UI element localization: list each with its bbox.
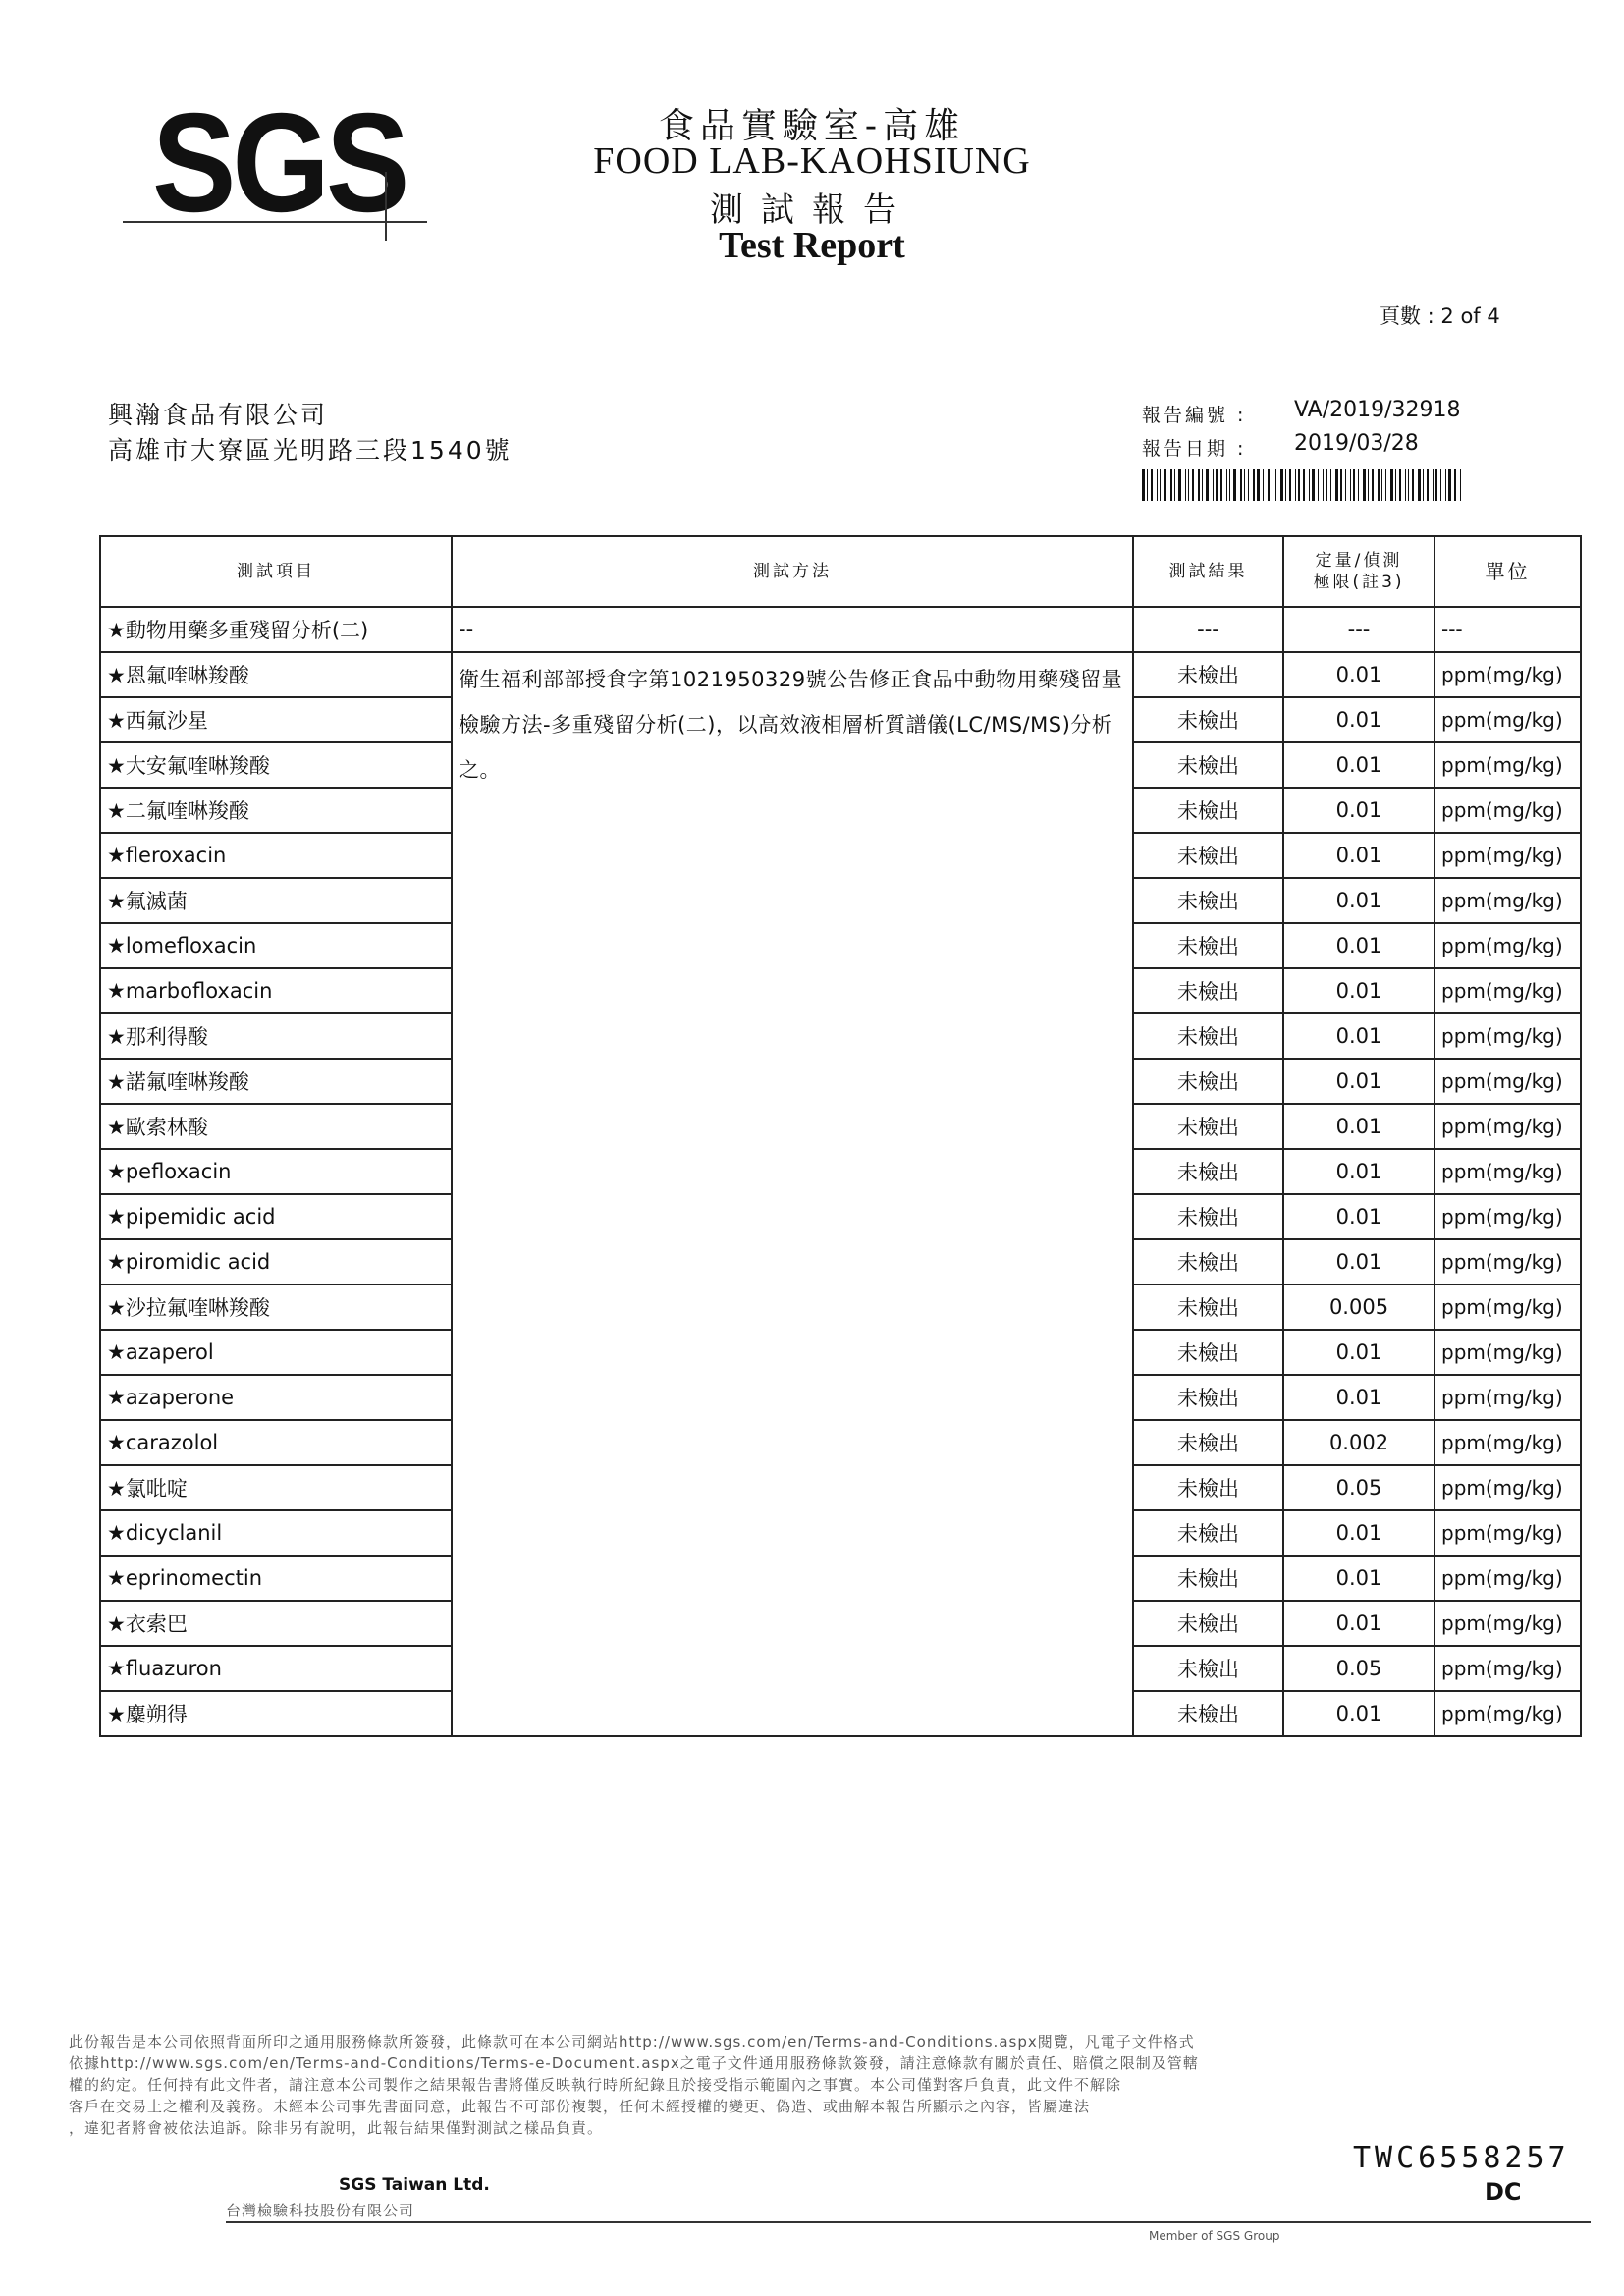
row-item: ★歐索林酸 [100,1104,452,1149]
barcode-bar [1335,469,1338,501]
row-result: 未檢出 [1133,1149,1283,1194]
row-result: 未檢出 [1133,1013,1283,1059]
barcode-bar [1309,469,1310,501]
row-limit: 0.01 [1283,1013,1435,1059]
row-limit: 0.01 [1283,1375,1435,1420]
barcode-bar [1198,469,1200,501]
row-item: ★fleroxacin [100,833,452,878]
barcode-bar [1174,469,1175,501]
barcode-bar [1427,469,1429,501]
row-limit: 0.01 [1283,1691,1435,1736]
row-unit: ppm(mg/kg) [1435,652,1581,697]
footer-rule [226,2221,1591,2223]
barcode-bar [1280,469,1283,501]
lab-title-en: FOOD LAB-KAOHSIUNG [593,140,1031,182]
barcode-bar [1188,469,1189,501]
terms-line-5: ，違犯者將會被依法追訴。除非另有說明，此報告結果僅對測試之樣品負責。 [69,2119,604,2137]
row-result: 未檢出 [1133,1420,1283,1465]
group-item: ★動物用藥多重殘留分析(二) [100,607,452,652]
row-unit: ppm(mg/kg) [1435,1149,1581,1194]
barcode-bar [1312,469,1315,501]
barcode-bar [1157,469,1158,501]
sgs-logo: SGS [152,84,406,243]
header-result: 測試結果 [1133,536,1283,607]
row-item: ★二氟喹啉羧酸 [100,788,452,833]
row-limit: 0.01 [1283,833,1435,878]
terms-line-3: 權的約定。任何持有此文件者，請注意本公司製作之結果報告書將僅反映執行時所紀錄且於接受指示範圍內之事實。本公司僅對客戶負責，此文件不解除 [69,2076,1122,2094]
barcode-bar [1216,469,1218,501]
row-item: ★西氟沙星 [100,697,452,742]
barcode-bar [1358,469,1359,501]
row-result: 未檢出 [1133,833,1283,878]
row-limit: 0.01 [1283,1104,1435,1149]
row-result: 未檢出 [1133,1465,1283,1510]
row-item: ★carazolol [100,1420,452,1465]
barcode-bar [1448,469,1451,501]
row-item: ★大安氟喹啉羧酸 [100,742,452,788]
group-unit: --- [1435,607,1581,652]
barcode-bar [1253,469,1255,501]
barcode-bar [1423,469,1424,501]
row-limit: 0.01 [1283,923,1435,968]
row-limit: 0.05 [1283,1465,1435,1510]
barcode-bar [1164,469,1166,501]
header-limit-line2: 極限(註3) [1313,573,1405,592]
barcode-bar [1298,469,1300,501]
barcode-bar [1229,469,1230,501]
barcode-bar [1160,469,1161,501]
row-unit: ppm(mg/kg) [1435,1104,1581,1149]
report-title-cn: 測試報告 [710,191,914,230]
row-limit: 0.01 [1283,1510,1435,1556]
row-unit: ppm(mg/kg) [1435,1465,1581,1510]
row-result: 未檢出 [1133,1510,1283,1556]
row-result: 未檢出 [1133,1601,1283,1646]
terms-line-4: 客戶在交易上之權利及義務。未經本公司事先書面同意，此報告不可部份複製，任何未經授權的變更、偽造、或曲解本報告所顯示之內容，皆屬違法 [69,2098,1091,2115]
row-limit: 0.002 [1283,1420,1435,1465]
row-result: 未檢出 [1133,968,1283,1013]
row-item: ★諾氟喹啉羧酸 [100,1059,452,1104]
barcode-bar [1147,469,1148,501]
row-unit: ppm(mg/kg) [1435,1556,1581,1601]
barcode-bar [1390,469,1393,501]
row-limit: 0.01 [1283,1149,1435,1194]
barcode-bar [1418,469,1421,501]
barcode-bar [1185,469,1186,501]
barcode-bar [1445,469,1446,501]
row-item: ★marbofloxacin [100,968,452,1013]
group-method: -- [452,607,1133,652]
row-item: ★恩氟喹啉羧酸 [100,652,452,697]
row-item: ★azaperone [100,1375,452,1420]
barcode-bar [1303,469,1305,501]
barcode-bar [1372,469,1374,501]
row-limit: 0.01 [1283,788,1435,833]
table-group-row [100,607,1581,652]
table-header-row [100,536,1581,607]
header-item: 測試項目 [100,536,452,607]
row-limit: 0.01 [1283,878,1435,923]
row-limit: 0.01 [1283,1194,1435,1239]
row-item: ★沙拉氟喹啉羧酸 [100,1285,452,1330]
barcode-bar [1248,469,1249,501]
barcode-bar [1323,469,1324,501]
row-unit: ppm(mg/kg) [1435,1059,1581,1104]
row-result: 未檢出 [1133,878,1283,923]
header-unit: 單位 [1435,536,1581,607]
row-item: ★eprinomectin [100,1556,452,1601]
row-result: 未檢出 [1133,1375,1283,1420]
row-item: ★pipemidic acid [100,1194,452,1239]
row-limit: 0.01 [1283,1601,1435,1646]
row-item: ★azaperol [100,1330,452,1375]
barcode-bar [1433,469,1434,501]
barcode-bar [1385,469,1386,501]
barcode-bar [1142,469,1145,501]
document-number: TWC6558257 [1353,2141,1570,2175]
terms-line-1: 此份報告是本公司依照背面所印之通用服務條款所簽發，此條款可在本公司網站http://www.sgs.com/en/Terms-and-Conditions.aspx閱覽，凡電子文件格式 [69,2033,1195,2050]
page-number: 頁數 : 2 of 4 [1380,304,1500,328]
barcode-bar [1151,469,1153,501]
terms-line-2: 依據http://www.sgs.com/en/Terms-and-Conditions/Terms-e-Document.aspx之電子文件通用服務條款簽發，請注意條款有關於責任、賠償之限制及管轄 [69,2054,1199,2072]
barcode-bar [1275,469,1276,501]
barcode-bar [1381,469,1382,501]
barcode-bar [1268,469,1270,501]
report-date-value: 2019/03/28 [1294,431,1419,456]
row-result: 未檢出 [1133,1285,1283,1330]
row-limit: 0.01 [1283,1059,1435,1104]
row-result: 未檢出 [1133,1104,1283,1149]
barcode-bar [1454,469,1456,501]
member-of-sgs: Member of SGS Group [1149,2229,1280,2243]
group-limit: --- [1283,607,1435,652]
results-table [99,535,1582,1737]
row-item: ★fluazuron [100,1646,452,1691]
row-limit: 0.005 [1283,1285,1435,1330]
barcode-bar [1353,469,1355,501]
row-limit: 0.01 [1283,1239,1435,1285]
row-result: 未檢出 [1133,1691,1283,1736]
barcode-bar [1378,469,1380,501]
row-item: ★pefloxacin [100,1149,452,1194]
barcode-bar [1233,469,1236,501]
barcode-bar [1460,469,1461,501]
row-item: ★氟滅菌 [100,878,452,923]
row-unit: ppm(mg/kg) [1435,697,1581,742]
row-unit: ppm(mg/kg) [1435,878,1581,923]
row-unit: ppm(mg/kg) [1435,1420,1581,1465]
barcode-bar [1363,469,1366,501]
barcode-bar [1263,469,1264,501]
row-unit: ppm(mg/kg) [1435,1691,1581,1736]
row-limit: 0.01 [1283,652,1435,697]
row-unit: ppm(mg/kg) [1435,1194,1581,1239]
row-unit: ppm(mg/kg) [1435,742,1581,788]
row-result: 未檢出 [1133,652,1283,697]
barcode-bar [1213,469,1214,501]
dc-mark: DC [1485,2178,1522,2206]
row-item: ★那利得酸 [100,1013,452,1059]
row-item: ★衣索巴 [100,1601,452,1646]
header-method: 測試方法 [452,536,1133,607]
row-result: 未檢出 [1133,697,1283,742]
lab-title-cn: 食品實驗室-高雄 [658,106,966,146]
row-unit: ppm(mg/kg) [1435,968,1581,1013]
barcode-bar [1330,469,1331,501]
barcode-bar [1395,469,1396,501]
barcode-bar [1340,469,1342,501]
row-unit: ppm(mg/kg) [1435,923,1581,968]
table-row [100,652,1581,697]
sgs-taiwan-name-cn: 台灣檢驗科技股份有限公司 [226,2202,415,2219]
barcode-bar [1192,469,1194,501]
row-limit: 0.01 [1283,742,1435,788]
row-result: 未檢出 [1133,1646,1283,1691]
barcode-bar [1350,469,1351,501]
row-unit: ppm(mg/kg) [1435,833,1581,878]
barcode-bar [1399,469,1401,501]
header-limit-line1: 定量/偵測 [1315,550,1403,571]
header-limit [1283,536,1435,607]
barcode-bar [1345,469,1346,501]
barcode-bar [1178,469,1181,501]
row-result: 未檢出 [1133,742,1283,788]
row-result: 未檢出 [1133,1556,1283,1601]
barcode-bar [1244,469,1245,501]
row-unit: ppm(mg/kg) [1435,1510,1581,1556]
row-limit: 0.05 [1283,1646,1435,1691]
row-item: ★lomefloxacin [100,923,452,968]
barcode-bar [1226,469,1227,501]
barcode-bar [1289,469,1291,501]
row-unit: ppm(mg/kg) [1435,1285,1581,1330]
row-item: ★氯吡啶 [100,1465,452,1510]
barcode-bar [1206,469,1209,501]
barcode-bar [1326,469,1327,501]
row-limit: 0.01 [1283,1330,1435,1375]
row-item: ★麋朔得 [100,1691,452,1736]
barcode-bar [1435,469,1437,501]
sgs-taiwan-name: SGS Taiwan Ltd. [339,2175,490,2195]
barcode-bar [1408,469,1409,501]
row-item: ★piromidic acid [100,1239,452,1285]
barcode-bar [1220,469,1222,501]
client-address: 高雄市大寮區光明路三段1540號 [108,436,513,465]
client-name: 興瀚食品有限公司 [108,401,329,429]
row-result: 未檢出 [1133,1194,1283,1239]
group-result: --- [1133,607,1283,652]
row-unit: ppm(mg/kg) [1435,1375,1581,1420]
report-date-label: 報告日期 : [1142,438,1247,460]
barcode-bar [1412,469,1414,501]
barcode-bar [1257,469,1260,501]
barcode-bar [1202,469,1203,501]
row-limit: 0.01 [1283,1556,1435,1601]
row-result: 未檢出 [1133,1059,1283,1104]
row-unit: ppm(mg/kg) [1435,1330,1581,1375]
row-result: 未檢出 [1133,788,1283,833]
row-limit: 0.01 [1283,697,1435,742]
method-description: 衛生福利部部授食字第1021950329號公告修正食品中動物用藥殘留量檢驗方法-多重殘留分析(二)，以高效液相層析質譜儀(LC/MS/MS)分析之。 [452,652,1133,1736]
barcode-bar [1170,469,1172,501]
report-no-value: VA/2019/32918 [1294,398,1461,422]
barcode-bar [1240,469,1242,501]
barcode-bar [1285,469,1286,501]
row-unit: ppm(mg/kg) [1435,1013,1581,1059]
row-result: 未檢出 [1133,923,1283,968]
row-item: ★dicyclanil [100,1510,452,1556]
row-unit: ppm(mg/kg) [1435,788,1581,833]
barcode-bar [1440,469,1441,501]
barcode [1142,469,1579,501]
barcode-bar [1318,469,1319,501]
barcode-bar [1295,469,1296,501]
report-title-en: Test Report [719,225,905,266]
row-result: 未檢出 [1133,1239,1283,1285]
row-unit: ppm(mg/kg) [1435,1646,1581,1691]
row-unit: ppm(mg/kg) [1435,1239,1581,1285]
barcode-bar [1405,469,1406,501]
barcode-bar [1368,469,1369,501]
report-no-label: 報告編號 : [1142,405,1247,426]
row-unit: ppm(mg/kg) [1435,1601,1581,1646]
row-result: 未檢出 [1133,1330,1283,1375]
row-limit: 0.01 [1283,968,1435,1013]
